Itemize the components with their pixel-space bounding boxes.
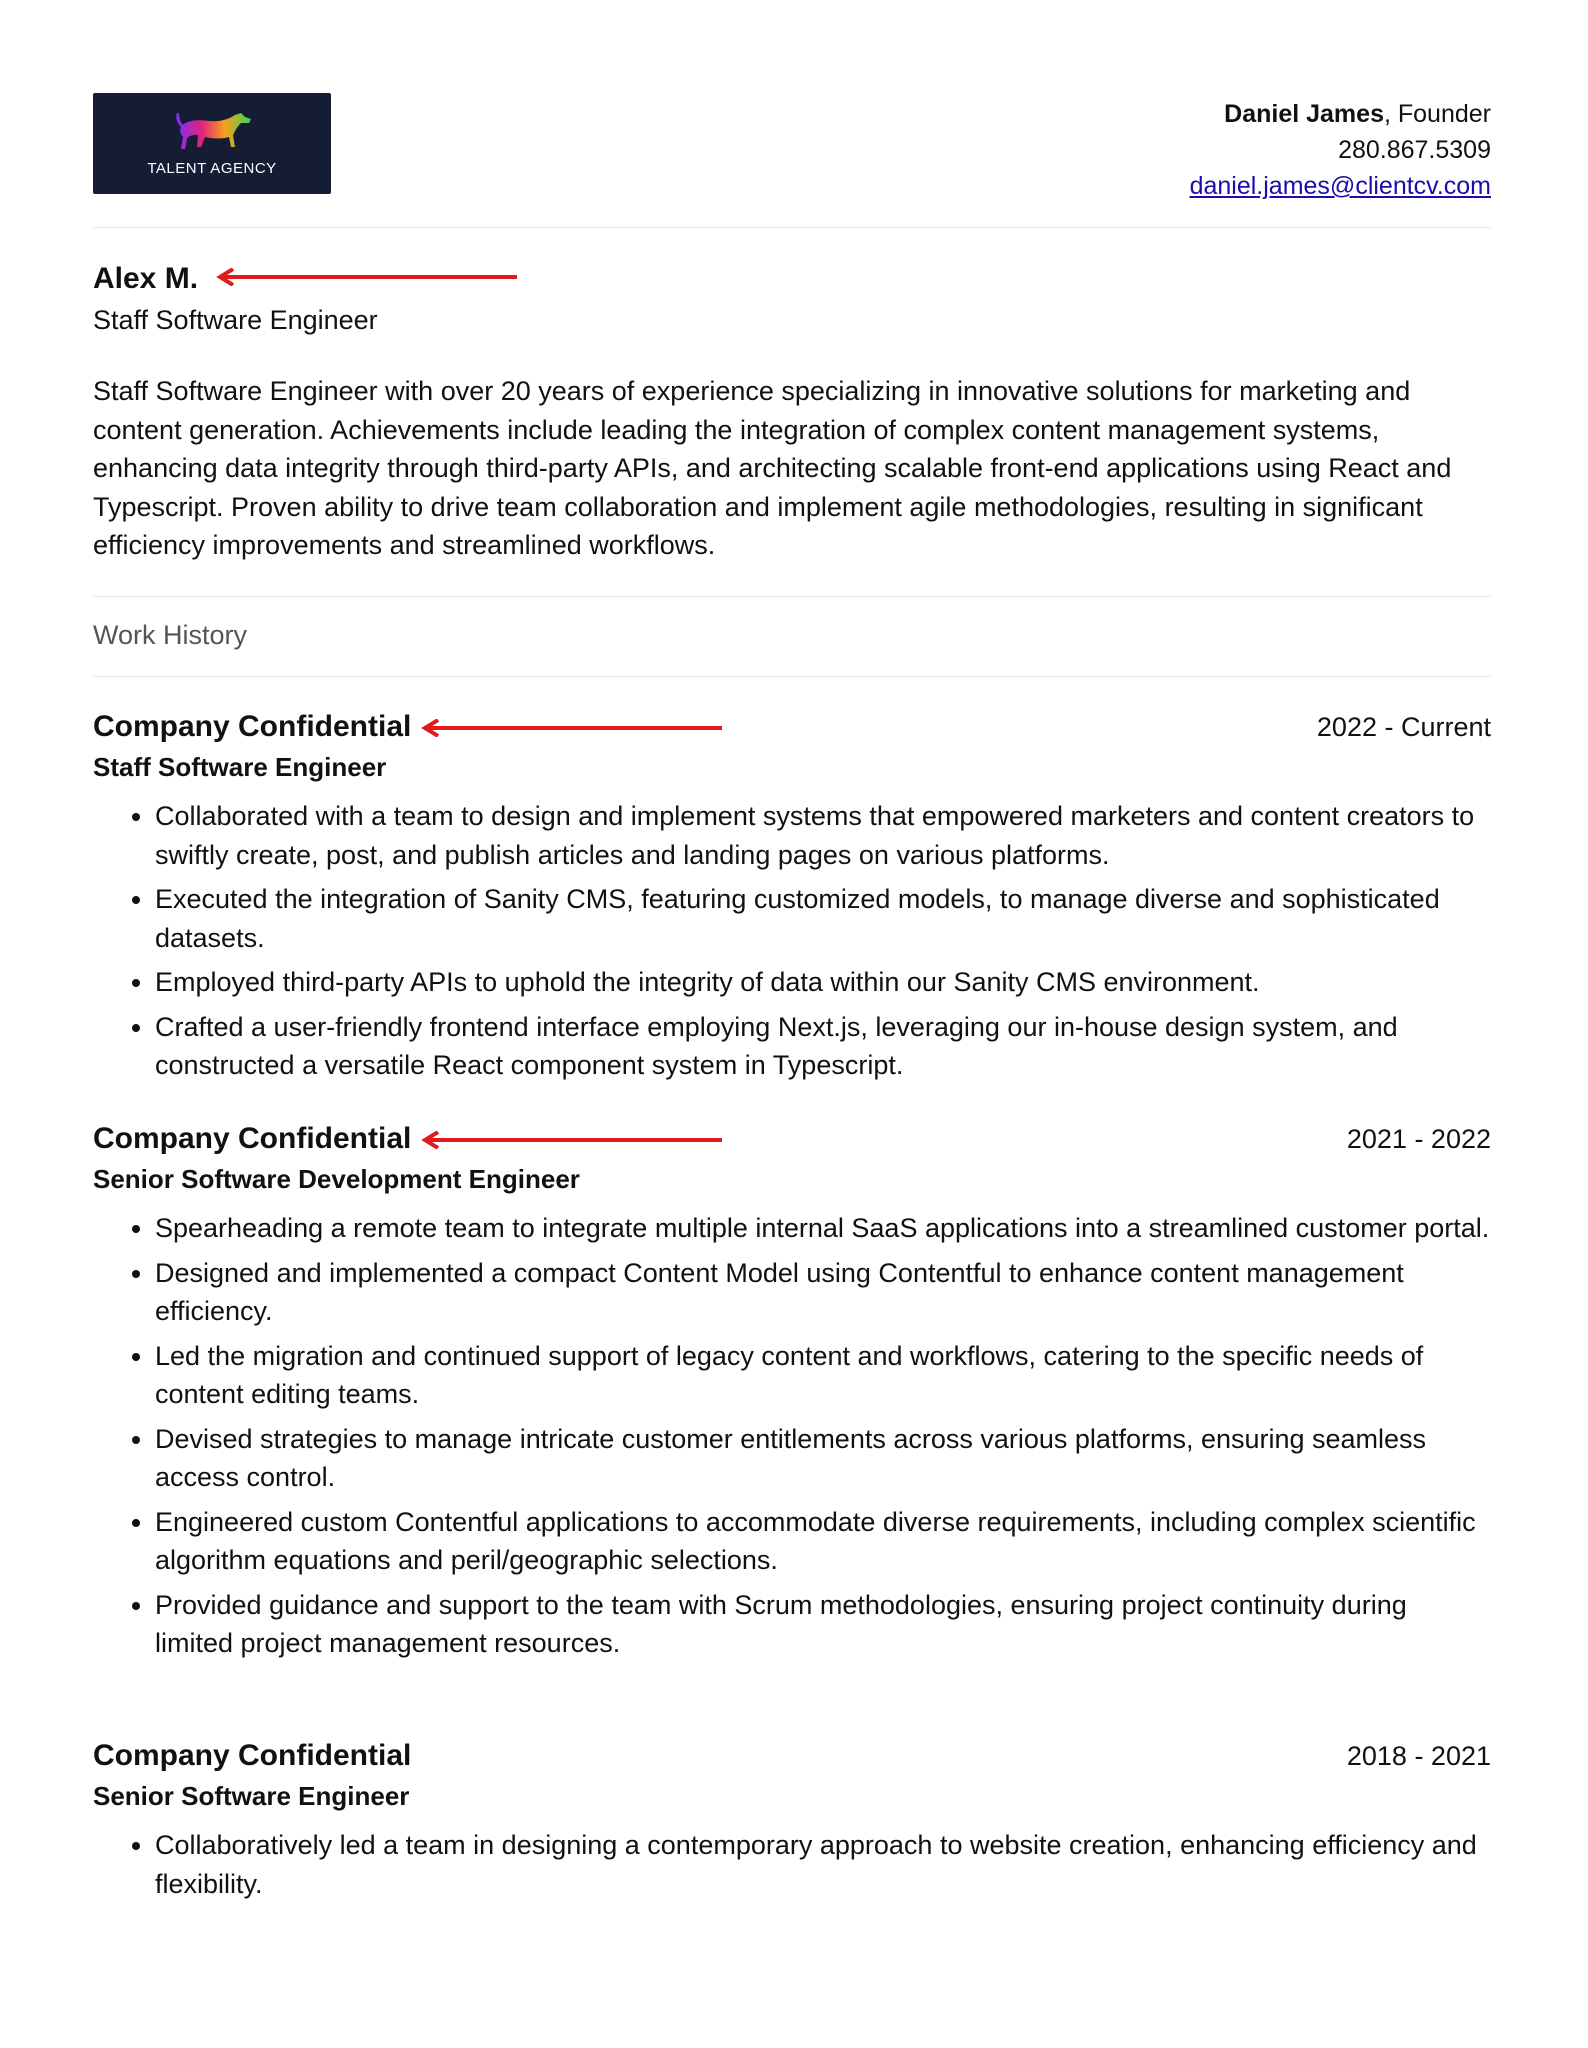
divider <box>93 676 1491 677</box>
divider <box>93 227 1491 228</box>
candidate-summary: Staff Software Engineer with over 20 years of experience specializing in innovative solutions for marketing and content generation. Achievements include leading the integration of complex content management systems, enhancing data integrity through third-party APIs, and architecting scalable front-end applications using React and Typescript. Proven ability to drive team collaboration and implement agile methodologies, resulting in significant efficiency improvements and streamlined workflows. <box>93 376 1452 560</box>
logo-text: TALENT AGENCY <box>147 160 277 177</box>
job-bullet: • Spearheading a remote team to integrate multiple internal SaaS applications into a streamlined customer portal. <box>155 1209 1491 1248</box>
recruiter-name: Daniel James <box>1224 100 1384 128</box>
arrow-left-icon <box>420 1131 724 1149</box>
recruiter-phone: 280.867.5309 <box>1338 136 1491 164</box>
job-entry <box>93 1119 1491 1669</box>
job-bullet: • Crafted a user-friendly frontend interface employing Next.js, leveraging our in-house design system, and constructed a versatile React component system in Typescript. <box>155 1008 1491 1085</box>
job-dates: 2021 - 2022 <box>1346 1124 1491 1154</box>
candidate-name: Alex M. <box>93 262 199 295</box>
recruiter-email-link[interactable]: daniel.james@clientcv.com <box>1189 172 1491 200</box>
recruiter-name-line <box>1190 96 1491 132</box>
candidate-title: Staff Software Engineer <box>93 305 378 335</box>
job-entry <box>93 1736 1491 1909</box>
job-bullet: • Collaborated with a team to design and implement systems that empowered marketers and content creators to swiftly create, post, and publish articles and landing pages on various platforms. <box>155 797 1491 874</box>
recruiter-contact <box>1190 96 1491 204</box>
job-bullets <box>93 1826 1491 1903</box>
job-bullets <box>93 797 1491 1085</box>
job-bullet: • Executed the integration of Sanity CMS, featuring customized models, to manage diverse and sophisticated datasets. <box>155 880 1491 957</box>
job-role: Staff Software Engineer <box>93 752 387 782</box>
job-bullet: • Designed and implemented a compact Content Model using Contentful to enhance content management efficiency. <box>155 1254 1491 1331</box>
job-dates: 2022 - Current <box>1316 712 1491 742</box>
job-bullet: • Devised strategies to manage intricate customer entitlements across various platforms, ensuring seamless access control. <box>155 1420 1491 1497</box>
resume-page <box>93 0 1491 2048</box>
dog-logo-icon <box>171 105 255 159</box>
job-bullet: • Provided guidance and support to the team with Scrum methodologies, ensuring project continuity during limited project management resources. <box>155 1586 1491 1663</box>
agency-logo <box>93 93 331 194</box>
job-role: Senior Software Engineer <box>93 1781 410 1811</box>
job-bullets <box>93 1209 1491 1663</box>
divider <box>93 596 1491 597</box>
job-bullet: • Engineered custom Contentful applications to accommodate diverse requirements, including complex scientific algorithm equations and peril/geographic selections. <box>155 1503 1491 1580</box>
arrow-left-icon <box>420 719 724 737</box>
job-company: Company Confidential <box>93 1122 412 1155</box>
job-bullet: • Employed third-party APIs to uphold the integrity of data within our Sanity CMS environment. <box>155 963 1491 1002</box>
work-history-heading: Work History <box>93 620 248 650</box>
job-bullet: • Led the migration and continued support of legacy content and workflows, catering to the specific needs of content editing teams. <box>155 1337 1491 1414</box>
job-bullet: • Collaboratively led a team in designing a contemporary approach to website creation, enhancing efficiency and flexibility. <box>155 1826 1491 1903</box>
arrow-left-icon <box>215 268 519 286</box>
job-entry <box>93 707 1491 1091</box>
job-company: Company Confidential <box>93 710 412 743</box>
job-dates: 2018 - 2021 <box>1346 1741 1491 1771</box>
job-company: Company Confidential <box>93 1739 412 1772</box>
job-role: Senior Software Development Engineer <box>93 1164 580 1194</box>
recruiter-title: , Founder <box>1383 100 1491 128</box>
